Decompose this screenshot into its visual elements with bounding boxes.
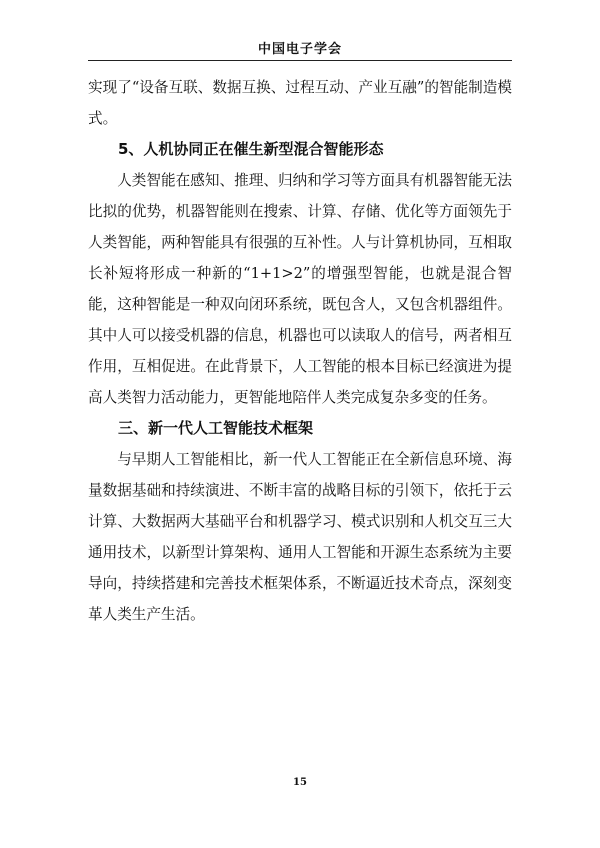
continued-paragraph: 实现了“设备互联、数据互换、过程互动、产业互融”的智能制造模式。 (88, 79, 512, 127)
page-number: 15 (293, 777, 307, 788)
section-5-paragraph: 人类智能在感知、推理、归纳和学习等方面具有机器智能无法比拟的优势，机器智能则在搜索、计算、存储、优化等方面领先于人类智能，两种智能具有很强的互补性。人与计算机协同，互相取长补短将形成一种新的“1+1>2”的增强型智能，也就是混合智能，这种智能是一种双向闭环系统，既包含人，又包含机器组件。其中人可以接受机器的信息，机器也可以读取人的信号，两者相互作用，互相促进。在此背景下，人工智能的根本目标已经演进为提高人类智力活动能力，更智能地陪伴人类完成复杂多变的任务。 (88, 172, 512, 406)
page-header-title: 中国电子学会 (257, 42, 342, 57)
section-heading-3: 三、新一代人工智能技术框架 (118, 419, 314, 437)
section-heading-5: 5、人机协同正在催生新型混合智能形态 (118, 140, 384, 158)
header-divider (88, 60, 512, 61)
section-3-paragraph: 与早期人工智能相比，新一代人工智能正在全新信息环境、海量数据基础和持续演进、不断丰富的战略目标的引领下，依托于云计算、大数据两大基础平台和机器学习、模式识别和人机交互三大通用技术，以新型计算架构、通用人工智能和开源生态系统为主要导向，持续搭建和完善技术框架体系，不断逼近技术奇点，深刻变革人类生产生活。 (88, 451, 512, 623)
document-body (88, 72, 512, 630)
